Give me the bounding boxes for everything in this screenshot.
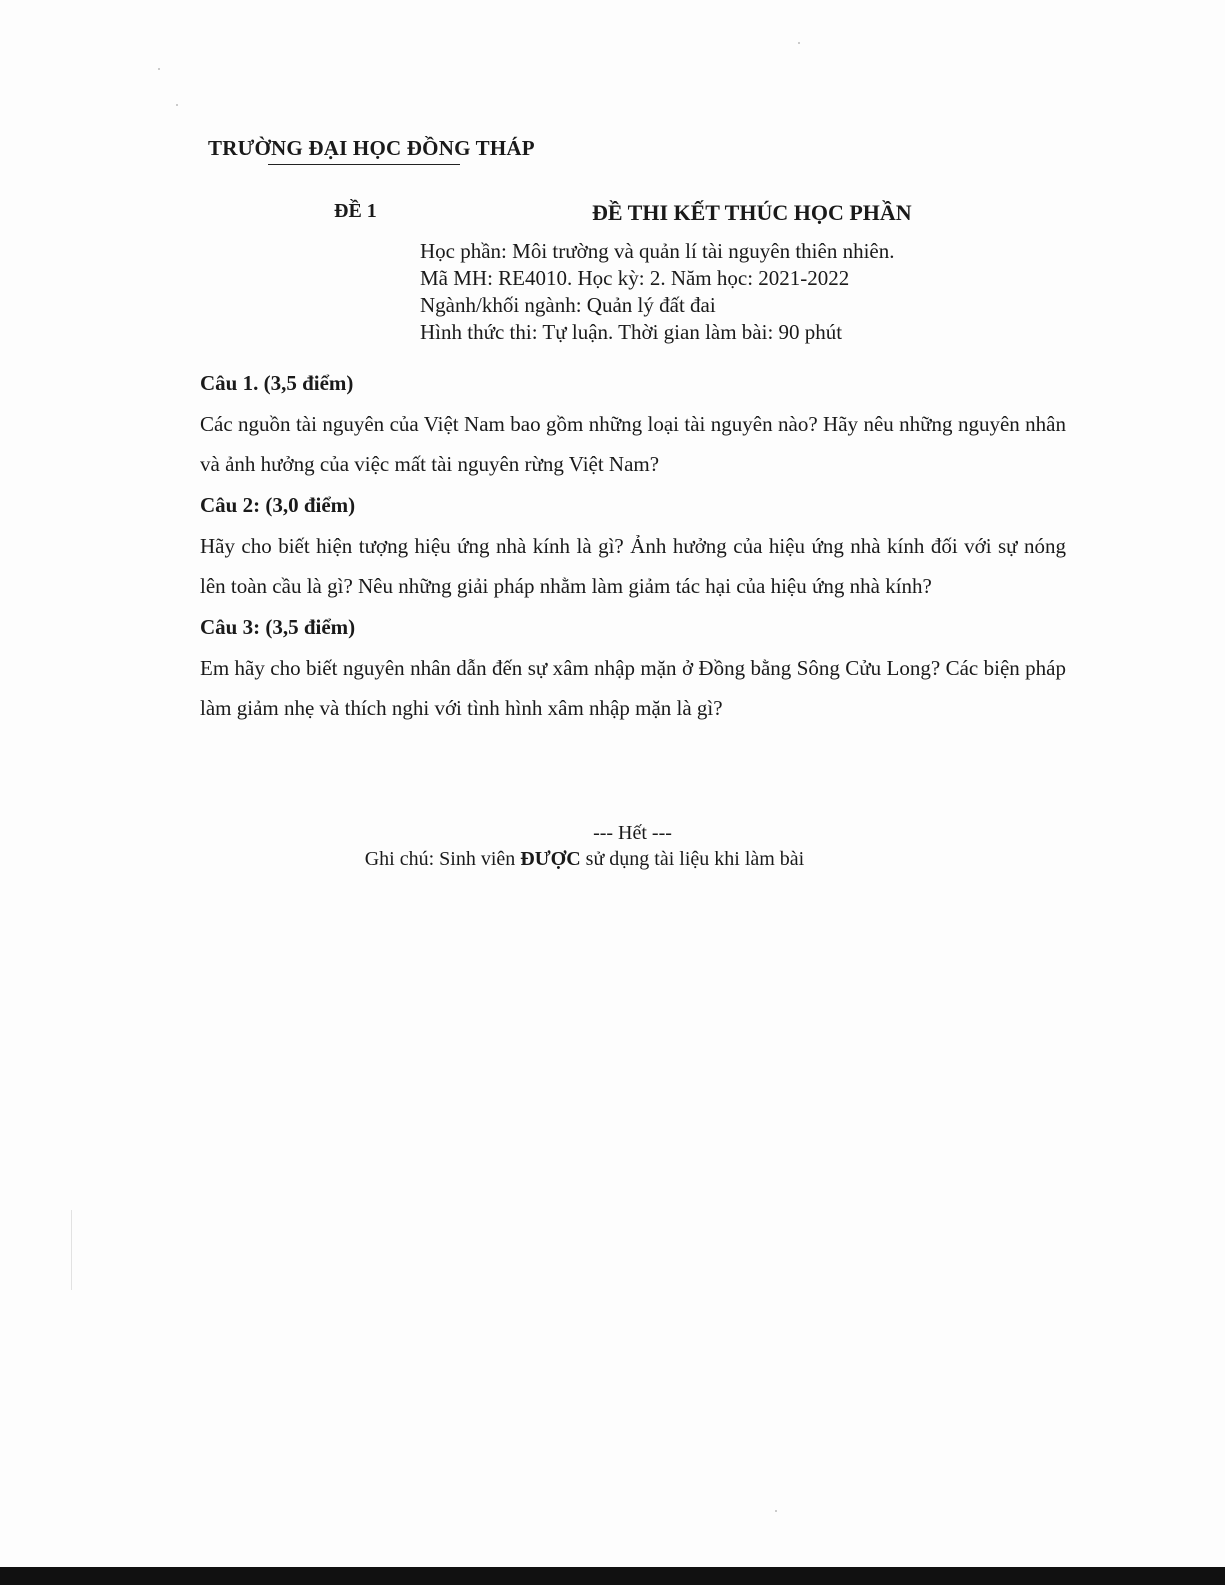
note-prefix: Ghi chú: Sinh viên [364, 848, 521, 870]
scan-speck [158, 68, 160, 70]
question-text: Hãy cho biết hiện tượng hiệu ứng nhà kính là gì? Ảnh hưởng của hiệu ứng nhà kính đối với sự nóng lên toàn cầu là gì? Nêu những giải pháp nhằm làm giảm tác hại của hiệu ứng nhà kính? [200, 534, 1066, 598]
question-heading: Câu 1. (3,5 điểm) [200, 371, 354, 395]
note-emphasis: ĐƯỢC [520, 848, 581, 870]
scan-speck [775, 1510, 777, 1512]
course-code-line: Mã MH: RE4010. Học kỳ: 2. Năm học: 2021-2022 [420, 266, 850, 290]
scan-streak [71, 1210, 72, 1290]
exam-format-line: Hình thức thi: Tự luận. Thời gian làm bài: 90 phút [420, 320, 843, 344]
school-name: TRƯỜNG ĐẠI HỌC ĐỒNG THÁP [208, 136, 535, 160]
question-heading: Câu 2: (3,0 điểm) [200, 493, 356, 517]
end-mark: --- Hết --- [593, 822, 672, 844]
course-line: Học phần: Môi trường và quản lí tài nguyên thiên nhiên. [420, 239, 895, 263]
scan-speck [798, 42, 800, 44]
question-heading: Câu 3: (3,5 điểm) [200, 615, 356, 639]
exam-info [420, 238, 894, 346]
question-text: Các nguồn tài nguyên của Việt Nam bao gồm những loại tài nguyên nào? Hãy nêu những nguyên nhân và ảnh hưởng của việc mất tài nguyên rừng Việt Nam? [200, 412, 1066, 476]
question-text: Em hãy cho biết nguyên nhân dẫn đến sự xâm nhập mặn ở Đồng bằng Sông Cửu Long? Các biện pháp làm giảm nhẹ và thích nghi với tình hình xâm nhập mặn là gì? [200, 656, 1066, 720]
exam-code: ĐỀ 1 [334, 200, 377, 222]
questions [200, 368, 1066, 734]
scan-edge [0, 1567, 1225, 1585]
major-line: Ngành/khối ngành: Quản lý đất đai [420, 293, 716, 317]
note-suffix: sử dụng tài liệu khi làm bài [580, 848, 805, 870]
question-2 [200, 490, 1066, 606]
exam-footer [0, 820, 1225, 872]
exam-title: ĐỀ THI KẾT THÚC HỌC PHẦN [592, 200, 912, 225]
scan-speck [176, 104, 178, 106]
footer-note [0, 846, 1197, 872]
school-underline [268, 164, 460, 165]
question-1 [200, 368, 1066, 484]
question-3 [200, 612, 1066, 728]
